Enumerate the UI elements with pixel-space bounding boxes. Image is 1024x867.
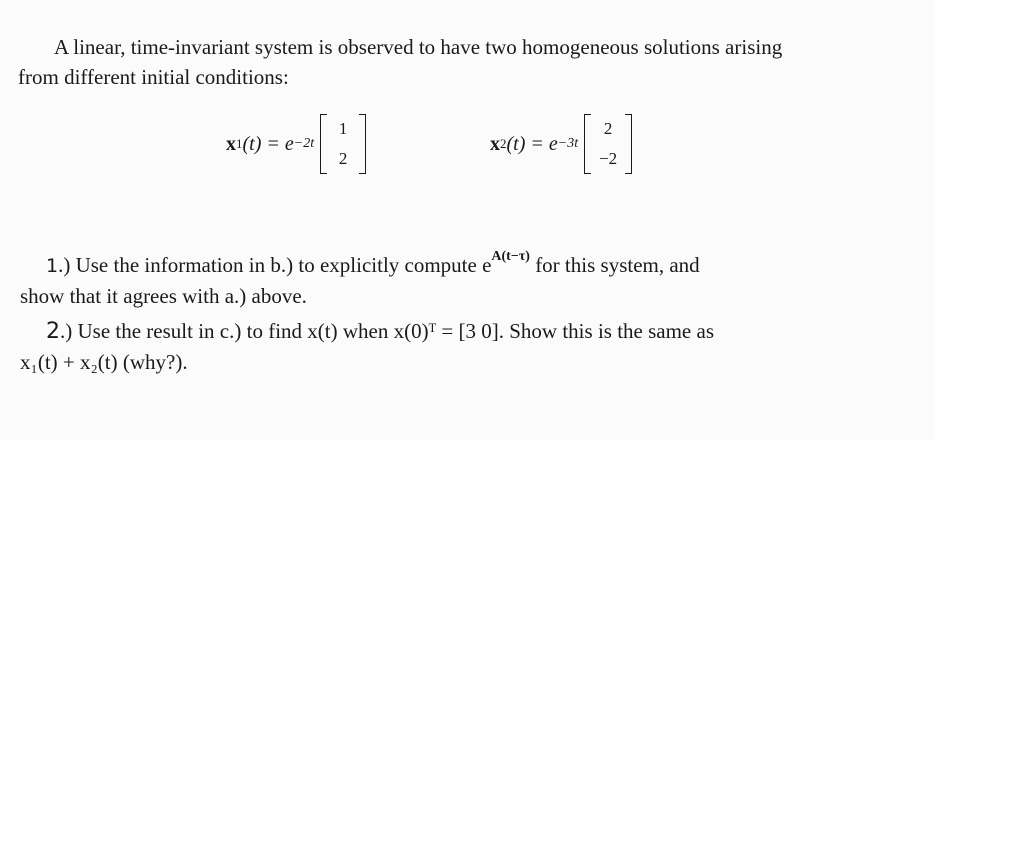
question-1	[20, 242, 910, 311]
question-1-text-a: .) Use the information in b.) to explicitly compute e	[58, 253, 492, 277]
eq2-vector-bottom: −2	[599, 149, 618, 168]
question-1-line-1	[20, 242, 910, 281]
eq2-exponent: −3t	[557, 136, 579, 151]
problem-intro	[18, 32, 908, 92]
eq1-sub: 1	[236, 136, 243, 151]
eq2-left-bracket	[584, 114, 591, 174]
question-2	[20, 316, 910, 377]
eq2-arg: (t) = e	[506, 132, 558, 155]
eq2-sub: 2	[500, 136, 507, 151]
question-1-number: 1	[46, 255, 59, 277]
question-1-line-2: show that it agrees with a.) above.	[20, 284, 307, 308]
question-1-text-b: for this system, and	[529, 253, 700, 277]
intro-line-1: A linear, time-invariant system is observed to have two homogeneous solutions arising	[54, 35, 783, 59]
eq2-var: x	[490, 132, 500, 155]
eq1-vector-top: 1	[338, 119, 348, 138]
question-2-number: 2	[46, 319, 60, 344]
question-1-exponent: A(t−τ)	[491, 249, 530, 264]
intro-line-2: from different initial conditions:	[18, 65, 289, 89]
eq1-vector	[320, 114, 366, 174]
eq1-var: x	[226, 132, 236, 155]
eq1-vector-bottom: 2	[338, 149, 348, 168]
equation-x2	[490, 112, 632, 176]
eq2-right-bracket	[625, 114, 632, 174]
eq1-arg: (t) = e	[242, 132, 294, 155]
eq1-right-bracket	[359, 114, 366, 174]
eq2-vector-top: 2	[603, 119, 613, 138]
question-2-line-2: x₁(t) + x₂(t) (why?).	[20, 350, 188, 374]
eq2-vector	[584, 114, 632, 174]
eq1-left-bracket	[320, 114, 327, 174]
question-2-text: .) Use the result in c.) to find x(t) when x(0)ᵀ = [3 0]. Show this is the same as	[60, 319, 714, 343]
equation-x1	[226, 112, 366, 176]
eq1-exponent: −2t	[293, 136, 315, 151]
question-2-line-1	[20, 316, 910, 347]
